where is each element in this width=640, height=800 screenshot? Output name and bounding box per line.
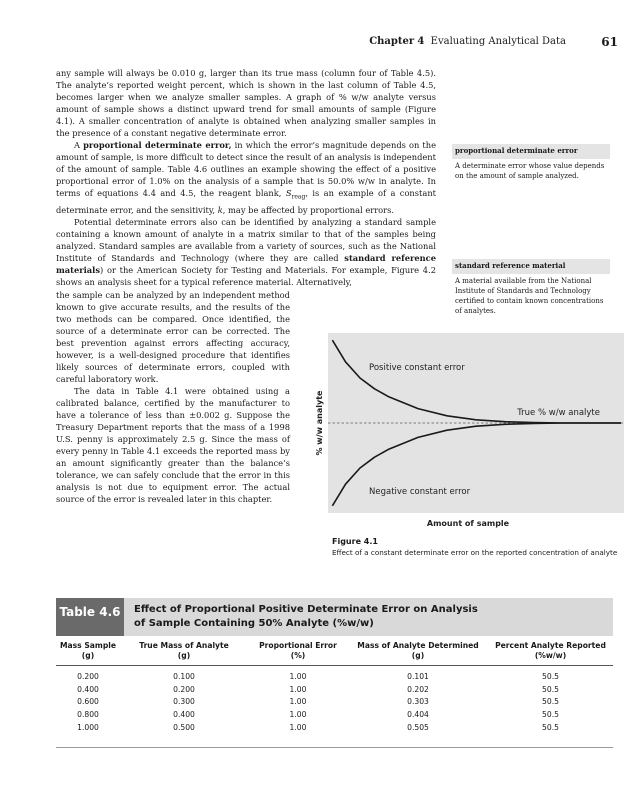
running-head (369, 36, 566, 47)
table-cell: 1.00 (289, 722, 307, 732)
column-header: True Mass of Analyte (g) (120, 640, 248, 666)
table-cell: 0.404 (407, 709, 429, 719)
table-cell: 50.5 (542, 697, 559, 707)
table-cell: 50.5 (542, 709, 559, 719)
figure-caption-text: Effect of a constant determinate error on the reported concentration of analyte (332, 547, 618, 557)
table-row (56, 683, 613, 696)
table-cell: 50.5 (542, 684, 559, 694)
table-cell: 0.101 (407, 671, 429, 681)
column-header: Percent Analyte Reported (%w/w) (488, 640, 613, 666)
table-cell: 1.00 (289, 671, 307, 681)
key-term-proportional: proportional determinate error, (83, 140, 232, 151)
table-row (56, 721, 613, 734)
figure-label: Figure 4.1 (332, 537, 378, 546)
table-cell: 0.505 (407, 722, 429, 732)
margin-note-term: standard reference material (452, 259, 610, 274)
table-cell: 0.500 (173, 722, 195, 732)
page-header (0, 36, 640, 52)
margin-note-proportional (452, 144, 610, 181)
table-title: Effect of Proportional Positive Determinate Error on Analysis of Sample Containing 50% Analyte (%w/w) (134, 604, 478, 629)
paragraph-4: The data in Table 4.1 were obtained using a calibrated balance, certified by the manufacturer to have a tolerance of less than ±0.002 g. Suppose the Treasury Department reports that the mass of a 1998 U.S. penny is approximately 2.5 g. Since the mass of every penny in Table 4.1 exceeds the reported mass by an amount significantly greater than the balance’s tolerance, we can safely conclude that the error in this analysis is not due to equipment error. The actual source of the error is revealed later in this chapter. (56, 385, 290, 505)
figure-4-1-chart (305, 326, 625, 536)
figure-caption (332, 537, 622, 557)
table-bottom-rule (56, 747, 613, 748)
annotation-true-value: True % w/w analyte (517, 408, 600, 418)
table-cell: 0.303 (407, 697, 429, 707)
margin-note-standard-reference (452, 259, 610, 316)
table-cell: 1.00 (289, 697, 307, 707)
page-number: 61 (601, 35, 618, 49)
data-table (56, 640, 613, 733)
y-axis-label: % w/w analyte (315, 390, 324, 456)
annotation-positive-error: Positive constant error (369, 363, 465, 373)
narrow-column (56, 289, 290, 506)
table-cell: 0.400 (173, 709, 195, 719)
column-header: Mass of Analyte Determined (g) (348, 640, 488, 666)
table-cell: 0.202 (407, 684, 429, 694)
chapter-title: Evaluating Analytical Data (430, 36, 566, 47)
paragraph-3-continued: the sample can be analyzed by an independent method known to give accurate results, and the results of the two methods can be compared. Once identified, the source of a determinate error can be corrected. The best prevention against errors affecting accuracy, however, is a well-designed procedure that identifies likely sources of determinate errors, coupled with careful laboratory work. (56, 289, 290, 384)
key-term-standard-reference: standard reference materials (56, 253, 436, 276)
table-row (56, 666, 613, 683)
paragraph-2: A proportional determinate error, in which the error’s magnitude depends on the amount of sample, is more difficult to detect since the result of an analysis is independent of the amount of sample. Table 4.6 outlines an example showing the effect of a positive proportional error of 1.0% on the analysis of a sample that is 50.0% w/w in analyte. In terms of equations 4.4 and 4.5, the reagent blank, $S_{reag}$, is an example of a constant determinate error, and the sensitivity, k, may be affected by proportional errors. (56, 140, 437, 216)
annotation-negative-error: Negative constant error (369, 487, 471, 497)
table-cell: 0.400 (77, 684, 99, 694)
chapter-number: 4 (417, 36, 425, 47)
margin-note-term: proportional determinate error (452, 144, 610, 159)
table-cell: 1.00 (289, 684, 307, 694)
margin-note-definition: A material available from the National Institute of Standards and Technology certified to contain known concentrations of analytes. (455, 277, 604, 315)
table-cell: 0.100 (173, 671, 195, 681)
table-header-band (56, 598, 613, 636)
table-header-row (56, 640, 613, 666)
table-row (56, 708, 613, 721)
table-row (56, 695, 613, 708)
table-cell: 0.800 (77, 709, 99, 719)
table-cell: 0.200 (173, 684, 195, 694)
table-cell: 50.5 (542, 722, 559, 732)
table-cell: 1.00 (289, 709, 307, 719)
x-axis-label: Amount of sample (426, 519, 510, 528)
table-cell: 0.200 (77, 671, 99, 681)
column-header: Mass Sample (g) (56, 640, 120, 666)
table-cell: 0.300 (173, 697, 195, 707)
table-label: Table 4.6 (56, 598, 124, 636)
table-cell: 1.000 (77, 722, 99, 732)
table-cell: 0.600 (77, 697, 99, 707)
paragraph-3: Potential determinate errors also can be identified by analyzing a standard sample containing a known amount of analyte in a matrix similar to that of the samples being analyzed. Standard samples are available from a variety of sources, such as the National Institute of Standards and Technology (where they are called standard reference materials) or the American Society for Testing and Materials. For example, Figure 4.2 shows an analysis sheet for a typical reference material. Alternatively, (56, 217, 436, 288)
paragraph-1: any sample will always be 0.010 g, larger than its true mass (column four of Table 4.5). The analyte’s reported weight percent, which is shown in the last column of Table 4.5, becomes larger when we analyze smaller samples. A graph of % w/w analyte versus amount of sample shows a distinct upward trend for small amounts of sample (Figure 4.1). A smaller concentration of analyte is obtained when analyzing smaller samples in the presence of a constant negative determinate error. (56, 68, 436, 139)
table-cell: 50.5 (542, 671, 559, 681)
chapter-label: Chapter (369, 36, 415, 47)
margin-note-definition: A determinate error whose value depends on the amount of sample analyzed. (455, 162, 605, 180)
column-header: Proportional Error (%) (248, 640, 348, 666)
